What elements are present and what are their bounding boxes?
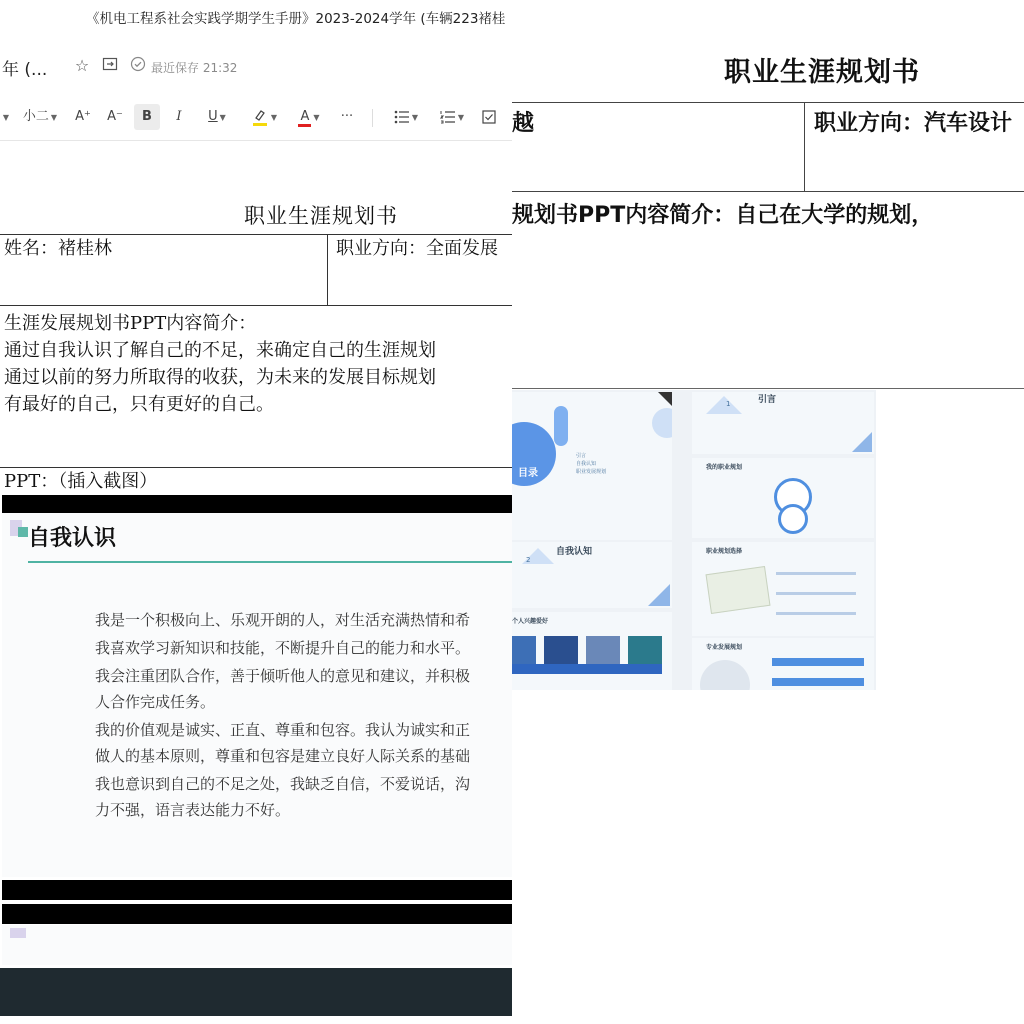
- intro-line: 通过自我认识了解自己的不足，来确定自己的生涯规划: [4, 340, 436, 361]
- slide-paragraph: 我会注重团队合作，善于倾听他人的意见和建议，并积极: [95, 667, 471, 685]
- photo-name-fragment: 越: [512, 111, 535, 136]
- table-border: [512, 191, 1024, 192]
- shrink-font-button[interactable]: A⁻: [107, 109, 123, 124]
- circle-decoration: [652, 408, 672, 438]
- table-border: [0, 305, 512, 306]
- font-size-label: 小二: [22, 109, 49, 124]
- printed-document-photo: [512, 0, 1024, 1024]
- photo-heading: 职业生涯规划书: [724, 57, 920, 88]
- certificate-image: [706, 566, 771, 614]
- thumb-plan-title: 专业发展规划: [706, 644, 743, 651]
- bold-button[interactable]: B: [134, 104, 160, 130]
- corner-decoration: [852, 432, 872, 452]
- thumb-hobbies: [512, 612, 672, 690]
- name-cell: 姓名：褚桂林: [4, 238, 112, 259]
- table-border: [804, 102, 805, 192]
- caption-bar: [512, 664, 662, 674]
- slide-title: 自我认识: [28, 526, 117, 551]
- more-options-button[interactable]: ···: [340, 109, 354, 124]
- star-icon[interactable]: ☆: [74, 56, 90, 75]
- move-to-folder-icon[interactable]: [100, 56, 120, 76]
- photo-career-direction: 职业方向：汽车设计: [814, 111, 1013, 136]
- blue-bar-decoration: [554, 406, 568, 446]
- intro-line: 通过以前的努力所取得的收获，为未来的发展目标规划: [4, 367, 436, 388]
- corner-decoration: [648, 584, 670, 606]
- format-toolbar: [0, 104, 512, 132]
- next-slide-preview: [2, 925, 512, 965]
- slide-decoration: [18, 527, 28, 537]
- screenshot-black-bar: [2, 495, 512, 513]
- thumb-self-awareness: [512, 542, 672, 608]
- slide-paragraph: 做人的基本原则，尊重和包容是建立良好人际关系的基础: [95, 747, 471, 765]
- thumb-number: 1: [726, 400, 731, 408]
- font-color-button[interactable]: A ▼: [292, 104, 326, 130]
- thumb-item: 自我认知: [576, 461, 597, 467]
- text-line: [776, 572, 856, 575]
- save-status: 最近保存 21:32: [151, 61, 238, 75]
- thumb-item: 职业发展规划: [576, 469, 607, 475]
- slide-self-awareness: [2, 513, 512, 877]
- intro-line: 生涯发展规划书PPT内容简介：: [4, 313, 257, 334]
- chevron-down-icon: ▼: [50, 113, 58, 122]
- text-bar: [772, 658, 864, 666]
- slide-decoration: [10, 928, 26, 938]
- thumb-plan: [692, 638, 874, 690]
- checkbox-list-icon[interactable]: [478, 104, 500, 130]
- thumb-self-title: 自我认知: [556, 547, 593, 557]
- table-border: [327, 234, 328, 306]
- slide-body: [95, 607, 470, 825]
- bottom-status-bar: [0, 968, 512, 1016]
- slide-paragraph: 我也意识到自己的不足之处，我缺乏自信，不爱说话，沟: [95, 775, 471, 793]
- underline-button[interactable]: U ▼: [208, 109, 226, 124]
- photo-tile: [512, 636, 536, 664]
- italic-button[interactable]: I: [176, 109, 182, 124]
- thumb-number: 2: [526, 556, 531, 564]
- text-bar: [772, 678, 864, 686]
- ppt-thumbnail-grid: [512, 390, 876, 690]
- career-direction-cell: 职业方向：全面发展: [336, 238, 498, 259]
- photo-intro: 规划书PPT内容简介：自己在大学的规划，: [512, 203, 934, 228]
- font-size-dropdown[interactable]: [18, 104, 62, 130]
- style-dropdown-caret-icon[interactable]: ▼: [2, 113, 10, 122]
- slide-paragraph: 我是一个积极向上、乐观开朗的人，对生活充满热情和希: [95, 611, 471, 629]
- toolbar-divider-line: [0, 140, 512, 141]
- text-line: [776, 592, 856, 595]
- table-border: [512, 102, 1024, 103]
- text-line: [776, 612, 856, 615]
- thumb-career-title: 职业规划选择: [706, 548, 743, 555]
- circle-decoration: [700, 660, 750, 690]
- thumb-goals: [692, 458, 874, 538]
- numbered-list-button[interactable]: ▼: [434, 104, 470, 130]
- grow-font-button[interactable]: A⁺: [75, 109, 91, 124]
- underline-label: U: [208, 109, 218, 124]
- thumb-intro-title: 引言: [758, 395, 777, 405]
- slide-title-rule: [28, 561, 512, 563]
- font-color-label: A: [298, 109, 311, 127]
- thumb-contents-title: 目录: [518, 468, 538, 479]
- thumb-career: [692, 542, 874, 636]
- title-bar: [0, 52, 512, 80]
- screenshot-black-bar: [2, 880, 512, 900]
- slide-paragraph: 我的价值观是诚实、正直、尊重和包容。我认为诚实和正: [95, 721, 471, 739]
- photo-tile: [628, 636, 662, 664]
- thumb-intro: [692, 392, 874, 454]
- circle-decoration: [778, 504, 808, 534]
- intro-block: [4, 310, 436, 418]
- slide-paragraph: 人合作完成任务。: [95, 693, 216, 711]
- screenshot-black-bar: [2, 904, 512, 924]
- short-title[interactable]: 年 (...: [2, 60, 48, 80]
- slide-paragraph: 我喜欢学习新知识和技能，不断提升自己的能力和水平。: [95, 639, 471, 657]
- diamond-decoration: [706, 396, 742, 414]
- ppt-screenshot[interactable]: [2, 495, 512, 965]
- ppt-label: PPT：（插入截图）: [4, 471, 158, 492]
- table-border: [512, 388, 1024, 389]
- document-heading: 职业生涯规划书: [244, 204, 398, 228]
- thumb-item: 引言: [576, 453, 587, 459]
- thumb-goals-title: 我的职业规划: [706, 464, 743, 471]
- toolbar-divider: [372, 109, 373, 127]
- highlight-button[interactable]: ▼: [246, 104, 282, 130]
- bullet-list-button[interactable]: ▼: [388, 104, 424, 130]
- photo-tile: [586, 636, 620, 664]
- thumb-hobbies-title: 个人兴趣爱好: [512, 618, 549, 625]
- document-title: 《机电工程系社会实践学期学生手册》2023-2024学年 (车辆223褚桂: [86, 11, 506, 27]
- thumb-contents: [512, 392, 672, 540]
- intro-line: 有最好的自己，只有更好的自己。: [4, 394, 274, 415]
- corner-decoration: [658, 392, 672, 406]
- photo-tile: [544, 636, 578, 664]
- saved-check-icon: [128, 56, 148, 76]
- slide-paragraph: 力不强，语言表达能力不好。: [95, 801, 291, 819]
